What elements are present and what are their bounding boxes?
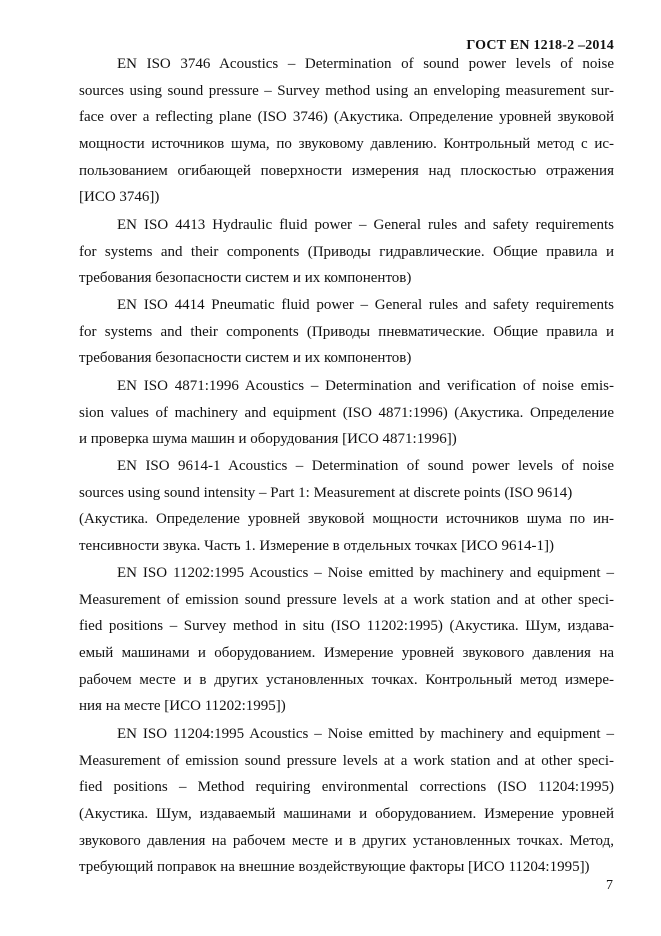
ref-line: емый машинами и оборудованием. Измерение уровней звукового давления на <box>79 645 614 662</box>
ref-line: тенсивности звука. Часть 1. Измерение в отдельных точках [ИСО 9614-1]) <box>79 538 554 555</box>
reference-en-iso-4414 <box>79 292 614 372</box>
ref-line: ния на месте [ИСО 11202:1995]) <box>79 698 286 715</box>
reference-en-iso-4413 <box>79 212 614 292</box>
ref-line: EN ISO 4413 Hydraulic fluid power – General rules and safety requirements <box>117 217 614 233</box>
reference-en-iso-11202 <box>79 560 614 720</box>
ref-line: звукового давления на рабочем месте и в других установленных точках. Метод, <box>79 832 614 849</box>
ref-line: [ИСО 3746]) <box>79 189 160 206</box>
ref-line: Measurement of emission sound pressure levels at a work station and at other speci- <box>79 591 614 608</box>
ref-line: face over a reflecting plane (ISO 3746) (Акустика. Определение уровней звуковой <box>79 109 614 126</box>
ref-line: for systems and their components (Приводы пневматические. Общие правила и <box>79 323 614 340</box>
ref-line: EN ISO 4414 Pneumatic fluid power – General rules and safety requirements <box>117 297 614 313</box>
ref-line: fied positions – Survey method in situ (ISO 11202:1995) (Акустика. Шум, издава- <box>79 618 614 635</box>
ref-line: пользованием огибающей поверхности измерения над плоскостью отражения <box>79 162 614 179</box>
ref-line: Measurement of emission sound pressure levels at a work station and at other speci- <box>79 752 614 769</box>
ref-line: (Акустика. Определение уровней звуковой мощности источников шума по ин- <box>79 511 614 528</box>
ref-line: EN ISO 9614-1 Acoustics – Determination of sound power levels of noise <box>117 458 614 474</box>
ref-line: fied positions – Method requiring environmental corrections (ISO 11204:1995) <box>79 779 614 796</box>
standard-code-header: ГОСТ EN 1218-2 –2014 <box>466 38 614 53</box>
ref-line: EN ISO 3746 Acoustics – Determination of sound power levels of noise <box>117 56 614 72</box>
ref-line: EN ISO 4871:1996 Acoustics – Determination and verification of noise emis- <box>117 378 614 394</box>
ref-line: sion values of machinery and equipment (ISO 4871:1996) (Акустика. Определение <box>79 404 614 421</box>
ref-line: EN ISO 11204:1995 Acoustics – Noise emitted by machinery and equipment – <box>117 726 614 742</box>
reference-en-iso-4871 <box>79 373 614 453</box>
ref-line: требования безопасности систем и их компонентов) <box>79 350 412 367</box>
reference-en-iso-3746 <box>79 51 614 211</box>
reference-en-iso-11204 <box>79 721 614 881</box>
ref-line: sources using sound pressure – Survey method using an enveloping measurement sur- <box>79 82 614 99</box>
ref-line: мощности источников шума, по звуковому давлению. Контрольный метод с ис- <box>79 136 614 153</box>
ref-line: (Акустика. Шум, издаваемый машинами и оборудованием. Измерение уровней <box>79 806 614 823</box>
page-number: 7 <box>606 878 613 893</box>
ref-line: sources using sound intensity – Part 1: Measurement at discrete points (ISO 9614) <box>79 484 573 501</box>
ref-line: требующий поправок на внешние воздействующие факторы [ИСО 11204:1995]) <box>79 859 590 876</box>
reference-en-iso-9614-1 <box>79 453 614 560</box>
ref-line: EN ISO 11202:1995 Acoustics – Noise emitted by machinery and equipment – <box>117 565 614 581</box>
ref-line: и проверка шума машин и оборудования [ИСО 4871:1996]) <box>79 431 457 448</box>
ref-line: for systems and their components (Приводы гидравлические. Общие правила и <box>79 243 614 260</box>
ref-line: рабочем месте и в других установленных точках. Контрольный метод измере- <box>79 671 614 688</box>
ref-line: требования безопасности систем и их компонентов) <box>79 270 412 287</box>
